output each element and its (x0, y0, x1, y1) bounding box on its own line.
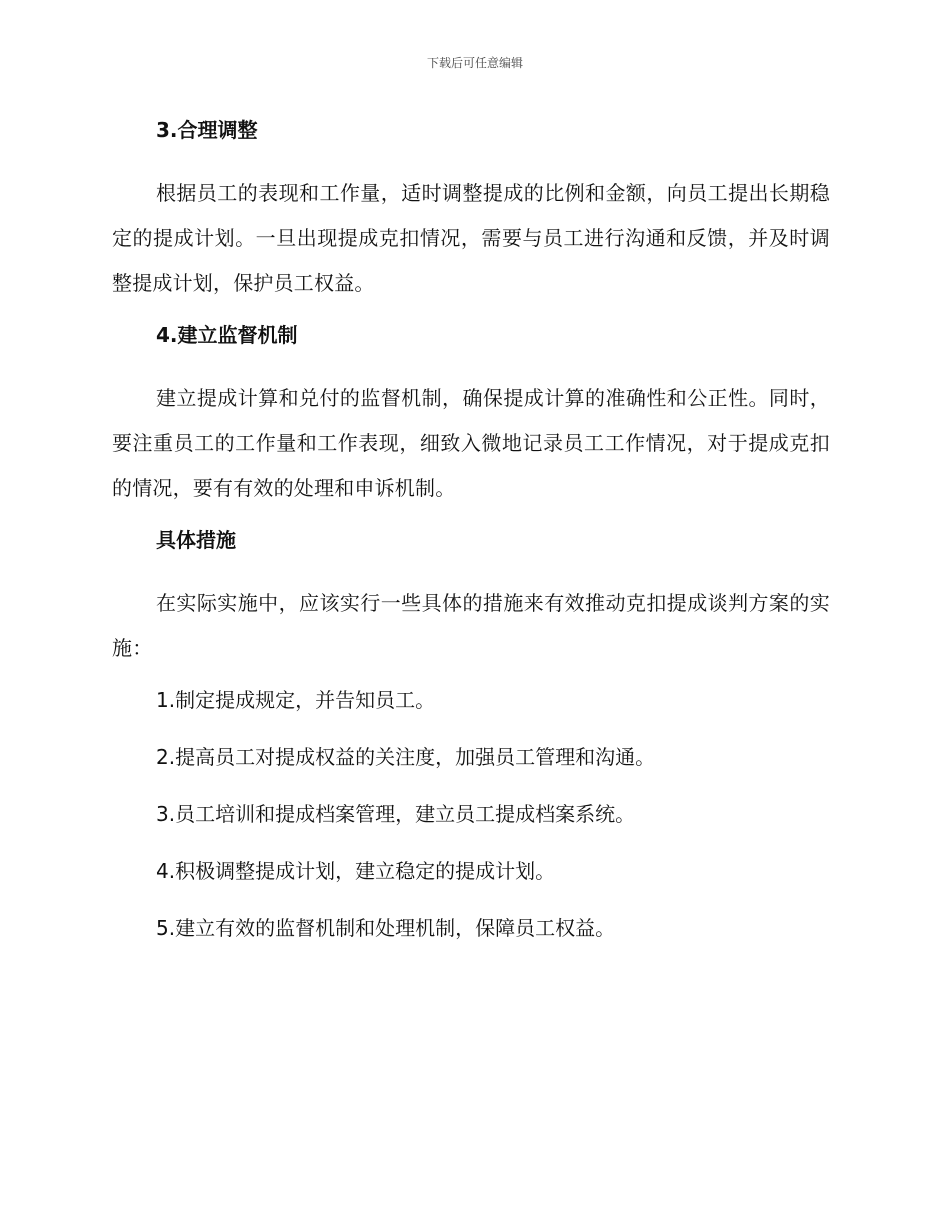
measure-item: 2.提高员工对提成权益的关注度，加强员工管理和沟通。 (156, 745, 656, 769)
document-body (112, 114, 830, 944)
measures-heading: 具体措施 (156, 528, 236, 552)
section-paragraph-3: 根据员工的表现和工作量，适时调整提成的比例和金额，向员工提出长期稳定的提成计划。一旦出现提成克扣情况，需要与员工进行沟通和反馈，并及时调整提成计划，保护员工权益。 (112, 181, 830, 295)
section-heading-4: 4.建立监督机制 (156, 323, 298, 347)
measure-item: 5.建立有效的监督机制和处理机制，保障员工权益。 (156, 916, 616, 940)
section-heading-3: 3.合理调整 (156, 118, 258, 142)
header-note: 下载后可任意编辑 (426, 56, 523, 70)
measures-paragraph: 在实际实施中，应该实行一些具体的措施来有效推动克扣提成谈判方案的实施： (112, 591, 830, 660)
measure-item: 4.积极调整提成计划，建立稳定的提成计划。 (156, 859, 556, 883)
measure-item: 1.制定提成规定，并告知员工。 (156, 688, 436, 712)
measure-item: 3.员工培训和提成档案管理，建立员工提成档案系统。 (156, 802, 636, 826)
section-paragraph-4: 建立提成计算和兑付的监督机制，确保提成计算的准确性和公正性。同时，要注重员工的工作量和工作表现，细致入微地记录员工工作情况，对于提成克扣的情况，要有有效的处理和申诉机制。 (112, 386, 830, 500)
